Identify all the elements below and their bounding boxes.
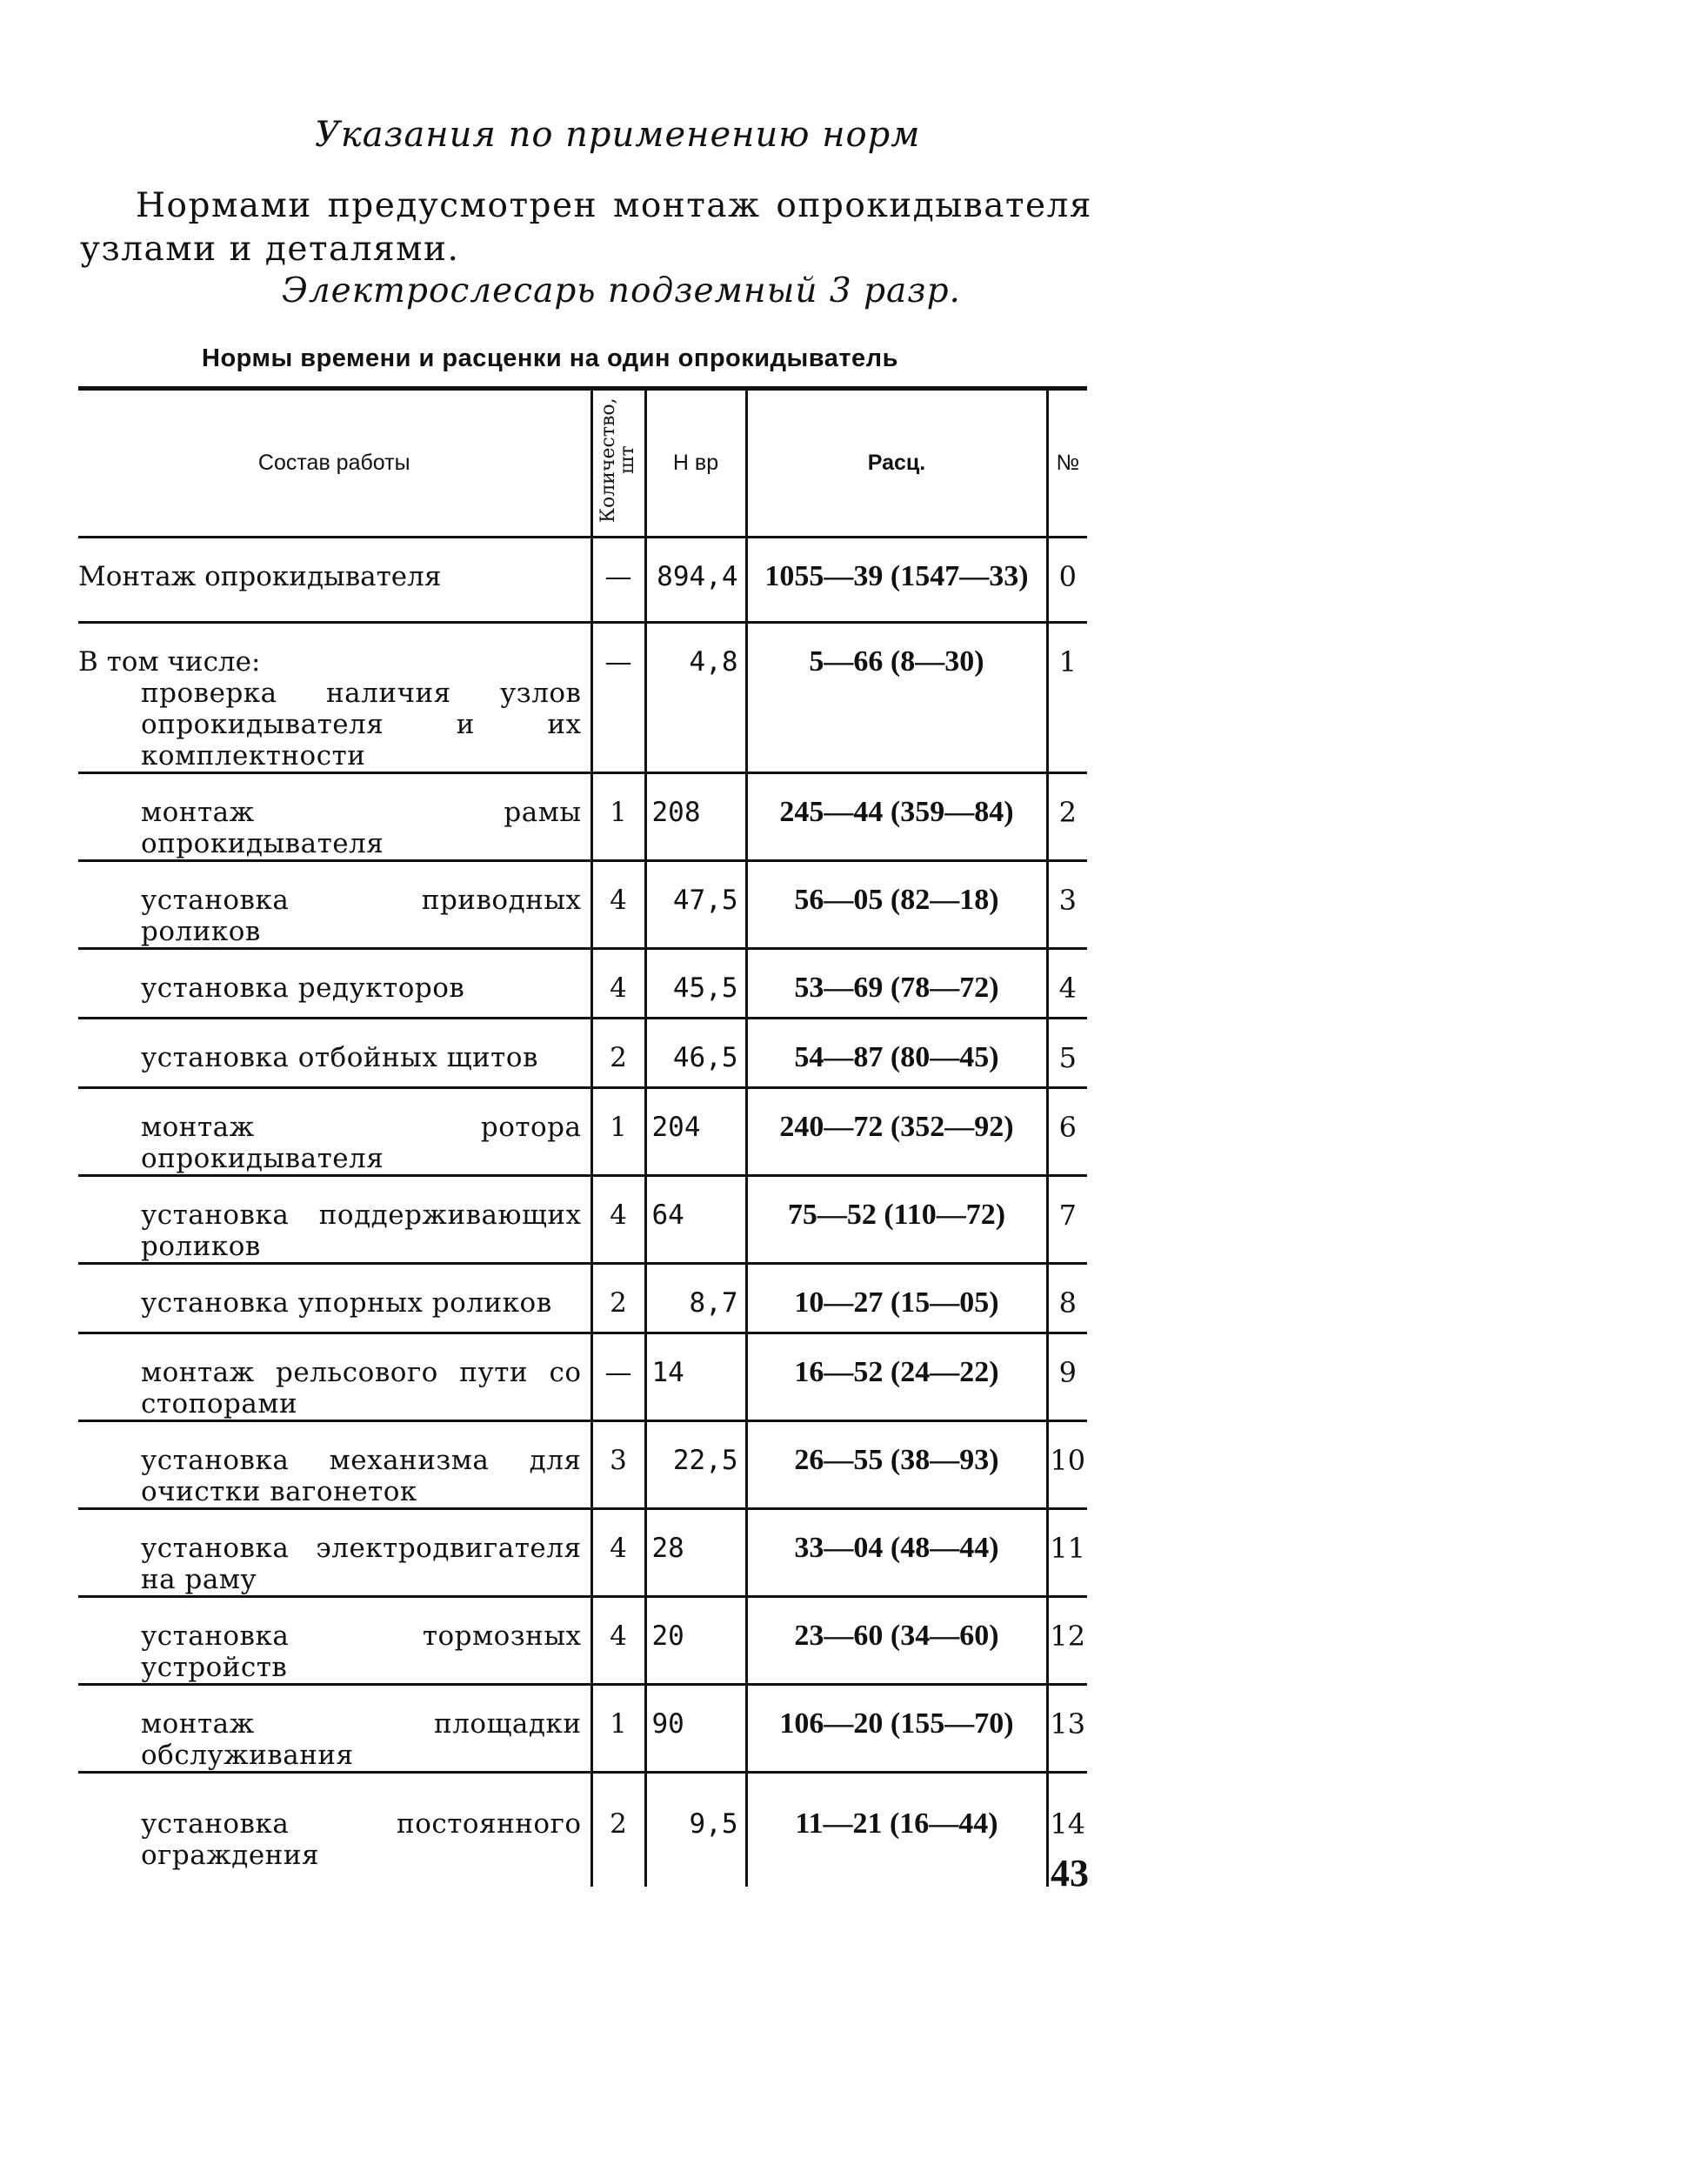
page-number: 43: [1051, 1852, 1089, 1894]
row-hours: 208: [645, 773, 746, 861]
row-rate: 56—05 (82—18): [746, 861, 1047, 949]
table-row: [78, 1773, 1087, 1887]
row-num: 10: [1047, 1421, 1087, 1509]
row-work: [78, 861, 591, 949]
row-num: 13: [1047, 1685, 1087, 1773]
row-rate: 1055—39 (1547—33): [746, 538, 1047, 623]
table-row: [78, 1264, 1087, 1333]
row-work-text: установка упорных роликов: [141, 1287, 552, 1319]
table-row: [78, 1176, 1087, 1264]
row-num: 12: [1047, 1597, 1087, 1685]
row-qty: 1: [591, 773, 645, 861]
row-hours: 90: [645, 1685, 746, 1773]
row-num: 4: [1047, 949, 1087, 1019]
row-rate: 23—60 (34—60): [746, 1597, 1047, 1685]
row-qty: 4: [591, 1509, 645, 1597]
row-work-text: установка электродвигателя на раму: [141, 1533, 582, 1595]
row-work-text: установка приводных роликов: [141, 885, 582, 947]
row-rate: 240—72 (352—92): [746, 1088, 1047, 1176]
row-hours: 4,8: [645, 623, 746, 773]
row-hours: 46,5: [645, 1019, 746, 1088]
row-work-text: установка отбойных щитов: [141, 1042, 538, 1073]
header-work: Состав работы: [78, 389, 591, 538]
intro-paragraph: Нормами предусмотрен монтаж опрокидывателя узлами и деталями.: [80, 186, 1092, 269]
row-work-text: монтаж рамы опрокидывателя: [141, 797, 582, 859]
row-num: 1: [1047, 623, 1087, 773]
row-qty: 2: [591, 1019, 645, 1088]
row-num: 5: [1047, 1019, 1087, 1088]
table-row: [78, 1421, 1087, 1509]
row-hours: 8,7: [645, 1264, 746, 1333]
row-work: [78, 949, 591, 1019]
row-qty: —: [591, 1333, 645, 1421]
row-hours: 204: [645, 1088, 746, 1176]
row-work: [78, 1019, 591, 1088]
header-num: №: [1047, 389, 1087, 538]
row-num: 6: [1047, 1088, 1087, 1176]
row-work: [78, 1264, 591, 1333]
row-qty: —: [591, 623, 645, 773]
header-rate: Расц.: [746, 389, 1047, 538]
row-work-text: монтаж ротора опрокидывателя: [141, 1112, 582, 1174]
row-hours: 22,5: [645, 1421, 746, 1509]
table-row: [78, 861, 1087, 949]
row-hours: 28: [645, 1509, 746, 1597]
row-work-text: установка тормозных устройств: [141, 1620, 582, 1683]
row-qty: —: [591, 538, 645, 623]
row-work: [78, 623, 591, 773]
row-num: 0: [1047, 538, 1087, 623]
table-row: [78, 623, 1087, 773]
table-row: [78, 538, 1087, 623]
row-work-group-label: В том числе:: [78, 646, 261, 678]
row-qty: 2: [591, 1773, 645, 1887]
row-work-text: проверка наличия узлов опрокидывателя и их комплектности: [141, 678, 582, 772]
row-work: [78, 1509, 591, 1597]
table-row: [78, 1088, 1087, 1176]
table-row: [78, 1597, 1087, 1685]
row-num: 9: [1047, 1333, 1087, 1421]
row-num: 7: [1047, 1176, 1087, 1264]
row-rate: 11—21 (16—44): [746, 1773, 1047, 1887]
table-header-row: [78, 389, 1087, 538]
row-num: 8: [1047, 1264, 1087, 1333]
header-qty: [591, 389, 645, 538]
row-qty: 2: [591, 1264, 645, 1333]
row-qty: 4: [591, 861, 645, 949]
row-hours: 14: [645, 1333, 746, 1421]
row-num: 3: [1047, 861, 1087, 949]
row-rate: 33—04 (48—44): [746, 1509, 1047, 1597]
row-rate: 54—87 (80—45): [746, 1019, 1047, 1088]
row-work: [78, 1597, 591, 1685]
row-rate: 16—52 (24—22): [746, 1333, 1047, 1421]
row-work-text: установка механизма для очистки вагонеток: [141, 1445, 582, 1507]
header-hours: Н вр: [645, 389, 746, 538]
row-qty: 3: [591, 1421, 645, 1509]
row-hours: 45,5: [645, 949, 746, 1019]
row-num: 14: [1050, 1807, 1086, 1841]
row-rate: 53—69 (78—72): [746, 949, 1047, 1019]
table-row: [78, 1333, 1087, 1421]
row-work-text: установка редукторов: [141, 972, 465, 1004]
row-work: [78, 1773, 591, 1887]
row-hours: 64: [645, 1176, 746, 1264]
row-work: [78, 1421, 591, 1509]
worker-grade: Электрослесарь подземный 3 разр.: [282, 271, 961, 311]
row-work-text: установка поддерживающих роликов: [141, 1199, 582, 1262]
row-hours: 894,4: [645, 538, 746, 623]
table-row: [78, 1685, 1087, 1773]
row-num: 11: [1047, 1509, 1087, 1597]
row-rate: 5—66 (8—30): [746, 623, 1047, 773]
row-qty: 1: [591, 1685, 645, 1773]
row-work-text: монтаж площадки обслуживания: [141, 1708, 582, 1771]
table-caption: Нормы времени и расценки на один опрокидыватель: [202, 344, 898, 372]
row-work: [78, 1176, 591, 1264]
row-rate: 26—55 (38—93): [746, 1421, 1047, 1509]
row-work: [78, 1685, 591, 1773]
row-work: [78, 1333, 591, 1421]
table-row: [78, 773, 1087, 861]
row-num: 2: [1047, 773, 1087, 861]
row-hours: 9,5: [689, 1808, 738, 1840]
row-work: Монтаж опрокидывателя: [78, 538, 591, 623]
row-work: [78, 1088, 591, 1176]
row-work-text: установка постоянного ограждения: [141, 1808, 582, 1871]
section-heading: Указания по применению норм: [315, 115, 921, 155]
header-qty-label: Количество, шт: [597, 398, 638, 523]
row-rate: 106—20 (155—70): [746, 1685, 1047, 1773]
norms-table-wrapper: [78, 386, 1087, 1887]
row-work-text: монтаж рельсового пути со стопорами: [141, 1357, 582, 1420]
row-rate: 75—52 (110—72): [746, 1176, 1047, 1264]
row-work: [78, 773, 591, 861]
row-qty: 4: [591, 949, 645, 1019]
table-row: [78, 1019, 1087, 1088]
table-row: [78, 1509, 1087, 1597]
row-qty: 4: [591, 1176, 645, 1264]
row-qty: 4: [591, 1597, 645, 1685]
table-row: [78, 949, 1087, 1019]
norms-table: [78, 386, 1087, 1887]
row-rate: 245—44 (359—84): [746, 773, 1047, 861]
row-qty: 1: [591, 1088, 645, 1176]
row-hours: 47,5: [645, 861, 746, 949]
row-rate: 10—27 (15—05): [746, 1264, 1047, 1333]
row-hours: 20: [645, 1597, 746, 1685]
